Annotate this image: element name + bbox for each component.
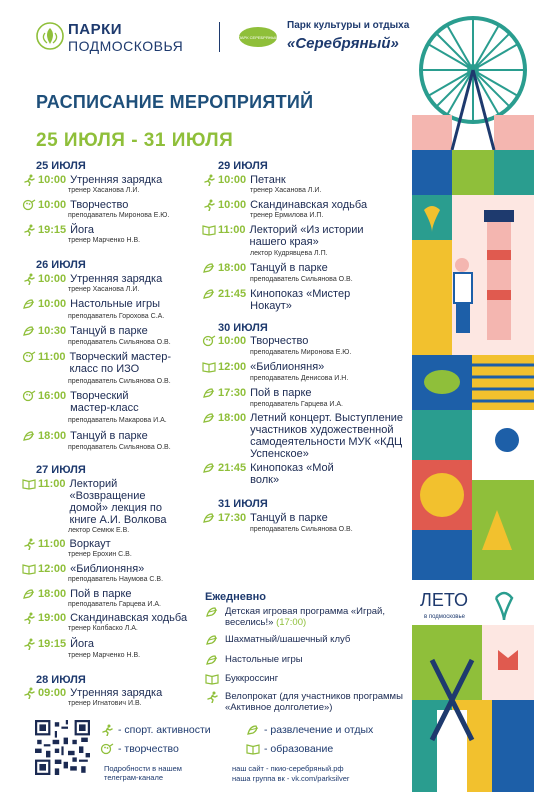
event-time: 19:00 xyxy=(38,612,67,624)
event-time: 21:45 xyxy=(218,288,247,300)
event-name: Воркаут xyxy=(69,538,111,550)
sport-icon xyxy=(22,638,36,650)
event-name: Лекторий «Из истории нашего края» xyxy=(249,224,364,248)
event-row xyxy=(22,638,202,650)
page-title: РАСПИСАНИЕ МЕРОПРИЯТИЙ xyxy=(36,92,314,112)
education-icon xyxy=(246,743,260,755)
event-host: лектор Семюк Е.В. xyxy=(68,527,130,534)
education-icon xyxy=(205,673,219,685)
daily-item-time: (17:00) xyxy=(276,617,307,628)
day-heading: 29 ИЮЛЯ xyxy=(218,160,268,172)
event-row xyxy=(202,224,377,248)
event-row xyxy=(202,512,402,524)
sport-icon xyxy=(100,724,114,736)
daily-item xyxy=(205,673,405,685)
event-host: преподаватель Миронова Е.Ю. xyxy=(68,212,170,219)
daily-item-text: Буккроссинг xyxy=(225,673,279,684)
event-time: 11:00 xyxy=(218,224,246,236)
entertainment-icon xyxy=(22,588,36,600)
entertainment-icon xyxy=(246,724,260,736)
event-host: преподаватель Денисова И.Н. xyxy=(250,375,349,382)
sport-icon xyxy=(22,612,36,624)
sport-icon xyxy=(22,174,36,186)
park-logo-text: ПАРК СЕРЕБРЯНЫЙ xyxy=(238,35,278,40)
event-row xyxy=(22,588,202,600)
legend-creativity xyxy=(100,743,179,755)
legend-label: - спорт. активности xyxy=(118,724,211,736)
event-name: Скандинавская ходьба xyxy=(70,612,188,624)
event-time: 10:00 xyxy=(38,298,67,310)
legend-label: - развлечение и отдых xyxy=(264,724,374,736)
event-row xyxy=(22,298,202,310)
event-host: тренер Игнатович И.В. xyxy=(68,700,142,707)
event-row xyxy=(22,174,202,186)
event-name: Летний концерт. Выступление участников художественной самодеятельности МУК «КДЦ Успенское» xyxy=(250,412,404,460)
daily-item-text: Шахматный/шашечный клуб xyxy=(225,634,351,645)
event-time: 18:00 xyxy=(38,430,67,442)
event-name: Настольные игры xyxy=(70,298,160,310)
sport-icon xyxy=(22,273,36,285)
event-row xyxy=(202,462,352,486)
brand-name-line1: ПАРКИ xyxy=(68,21,123,38)
event-name: Танцуй в парке xyxy=(250,262,328,274)
event-row xyxy=(22,224,202,236)
event-time: 18:00 xyxy=(38,588,67,600)
event-row xyxy=(22,478,172,526)
education-icon xyxy=(22,563,36,575)
daily-item-text: Детская игровая программа «Играй, веселись!» xyxy=(225,606,385,628)
daily-heading: Ежедневно xyxy=(205,591,266,603)
event-name: Пой в парке xyxy=(250,387,312,399)
event-time: 19:15 xyxy=(38,224,67,236)
event-host: тренер Колбаско Л.А. xyxy=(68,625,138,632)
event-time: 10:00 xyxy=(38,199,67,211)
sport-icon xyxy=(202,199,216,211)
event-name: Кинопоказ «Мой волк» xyxy=(250,462,334,486)
event-name: Творческий мастер-класс xyxy=(70,390,139,414)
event-row xyxy=(22,430,202,442)
event-name: Йога xyxy=(70,638,95,650)
vk-link[interactable]: наша группа вк - vk.com/parksilver xyxy=(232,774,350,783)
sport-icon xyxy=(22,538,36,550)
summer-text: ЛЕТО xyxy=(420,590,469,610)
event-host: преподаватель Горохова С.А. xyxy=(68,313,165,320)
event-row xyxy=(22,687,202,699)
event-name: Йога xyxy=(70,224,95,236)
event-time: 18:00 xyxy=(218,262,247,274)
day-heading: 27 ИЮЛЯ xyxy=(36,464,86,476)
event-host: тренер Марченко Н.В. xyxy=(68,237,141,244)
event-host: тренер Ермилова И.П. xyxy=(250,212,324,219)
education-icon xyxy=(202,224,216,236)
entertainment-icon xyxy=(205,634,219,646)
event-name: Петанк xyxy=(250,174,286,186)
creativity-icon xyxy=(202,335,216,347)
event-host: тренер Ерохин С.В. xyxy=(68,551,132,558)
qr-code[interactable] xyxy=(35,720,90,775)
event-row xyxy=(22,351,182,375)
event-time: 18:00 xyxy=(218,412,247,424)
event-time: 10:00 xyxy=(218,199,247,211)
event-time: 17:30 xyxy=(218,387,247,399)
event-time: 12:00 xyxy=(38,563,67,575)
entertainment-icon xyxy=(205,606,219,618)
sport-icon xyxy=(22,224,36,236)
daily-item-text: Настольные игры xyxy=(225,654,303,665)
event-row xyxy=(202,412,412,460)
legend-label: - творчество xyxy=(118,743,179,755)
daily-item xyxy=(205,606,405,628)
entertainment-icon xyxy=(202,387,216,399)
sport-icon xyxy=(22,687,36,699)
event-time: 12:00 xyxy=(218,361,247,373)
day-heading: 28 ИЮЛЯ xyxy=(36,674,86,686)
event-name: Кинопоказ «Мистер Нокаут» xyxy=(250,288,351,312)
entertainment-icon xyxy=(22,430,36,442)
event-host: преподаватель Сильянова О.В. xyxy=(250,526,353,533)
parks-logo-icon xyxy=(36,22,64,50)
event-time: 11:00 xyxy=(38,538,66,550)
event-time: 10:00 xyxy=(38,273,67,285)
event-row xyxy=(202,199,407,211)
telegram-note: Подробности в нашем телеграм-канале xyxy=(104,764,182,782)
event-host: преподаватель Миронова Е.Ю. xyxy=(250,349,352,356)
park-name: «Серебряный» xyxy=(287,35,399,52)
event-host: тренер Хасанова Л.И. xyxy=(250,187,322,194)
sport-icon xyxy=(205,691,219,703)
header-divider xyxy=(219,22,220,52)
event-time: 16:00 xyxy=(38,390,67,402)
event-time: 10:30 xyxy=(38,325,67,337)
event-time: 21:45 xyxy=(218,462,247,474)
sport-icon xyxy=(202,174,216,186)
entertainment-icon xyxy=(202,288,216,300)
event-name: Скандинавская ходьба xyxy=(250,199,368,211)
event-row xyxy=(22,538,202,550)
event-time: 11:00 xyxy=(38,351,66,363)
event-time: 10:00 xyxy=(38,174,67,186)
event-row xyxy=(202,361,402,373)
event-row xyxy=(202,335,402,347)
event-time: 09:00 xyxy=(38,687,67,699)
event-time: 17:30 xyxy=(218,512,247,524)
brand-name-line2: ПОДМОСКОВЬЯ xyxy=(68,38,184,54)
legend-sport xyxy=(100,724,211,736)
event-host: преподаватель Макарова И.А. xyxy=(68,417,167,424)
legend-fun xyxy=(246,724,373,736)
event-name: «Библионяня» xyxy=(70,563,145,575)
event-name: Танцуй в парке xyxy=(250,512,328,524)
event-host: преподаватель Гарцева И.А. xyxy=(68,601,162,608)
event-name: Творческий мастер- класс по ИЗО xyxy=(69,351,171,375)
event-name: Творчество xyxy=(70,199,129,211)
legend-education xyxy=(246,743,333,755)
creativity-icon xyxy=(22,351,36,363)
event-name: Утренняя зарядка xyxy=(70,174,163,186)
event-host: тренер Хасанова Л.И. xyxy=(68,187,140,194)
event-time: 11:00 xyxy=(38,478,66,490)
entertainment-icon xyxy=(202,512,216,524)
education-icon xyxy=(202,361,216,373)
daily-item xyxy=(205,634,405,646)
event-time: 10:00 xyxy=(218,335,247,347)
day-heading: 25 ИЮЛЯ xyxy=(36,160,86,172)
entertainment-icon xyxy=(202,412,216,424)
park-subtitle: Парк культуры и отдыха xyxy=(287,20,410,31)
event-row xyxy=(22,273,202,285)
event-name: Утренняя зарядка xyxy=(70,273,163,285)
event-name: Танцуй в парке xyxy=(70,430,148,442)
entertainment-icon xyxy=(202,462,216,474)
date-range: 25 ИЮЛЯ - 31 ИЮЛЯ xyxy=(36,130,234,151)
event-host: тренер Марченко Н.В. xyxy=(68,652,141,659)
entertainment-icon xyxy=(22,325,36,337)
education-icon xyxy=(22,478,36,490)
event-host: преподаватель Сильянова О.В. xyxy=(68,339,171,346)
event-row xyxy=(22,390,162,414)
daily-item xyxy=(205,691,410,713)
entertainment-icon xyxy=(22,298,36,310)
day-heading: 31 ИЮЛЯ xyxy=(218,498,268,510)
event-host: преподаватель Сильянова О.В. xyxy=(68,378,171,385)
event-host: тренер Хасанова Л.И. xyxy=(68,286,140,293)
event-host: преподаватель Сильянова О.В. xyxy=(68,444,171,451)
event-row xyxy=(22,325,202,337)
creativity-icon xyxy=(22,199,36,211)
event-row xyxy=(202,288,352,312)
event-row xyxy=(202,262,402,274)
event-name: Пой в парке xyxy=(70,588,132,600)
event-name: Танцуй в парке xyxy=(70,325,148,337)
site-link[interactable]: наш сайт - пкио-серебряный.рф xyxy=(232,764,344,773)
legend-label: - образование xyxy=(264,743,334,755)
event-name: «Библионяня» xyxy=(250,361,325,373)
creativity-icon xyxy=(22,390,36,402)
park-logo-icon xyxy=(238,26,278,48)
daily-item-text: Велопрокат (для участников программы «Активное долголетие») xyxy=(225,691,403,713)
event-name: Лекторий «Возвращение домой» лекция по книге А.И. Волкова xyxy=(69,478,167,526)
event-row xyxy=(202,387,402,399)
event-row xyxy=(22,612,212,624)
day-heading: 26 ИЮЛЯ xyxy=(36,259,86,271)
entertainment-icon xyxy=(202,262,216,274)
daily-item xyxy=(205,654,405,666)
event-name: Утренняя зарядка xyxy=(70,687,163,699)
event-host: лектор Кудрявцева Л.П. xyxy=(250,250,328,257)
event-time: 10:00 xyxy=(218,174,247,186)
event-row xyxy=(22,563,202,575)
summer-art-panel xyxy=(412,10,534,792)
entertainment-icon xyxy=(205,654,219,666)
event-host: преподаватель Сильянова О.В. xyxy=(250,276,353,283)
event-row xyxy=(202,174,402,186)
creativity-icon xyxy=(100,743,114,755)
event-host: преподаватель Гарцева И.А. xyxy=(250,401,344,408)
event-host: преподаватель Наумова С.В. xyxy=(68,576,164,583)
event-name: Творчество xyxy=(250,335,309,347)
day-heading: 30 ИЮЛЯ xyxy=(218,322,268,334)
event-time: 19:15 xyxy=(38,638,67,650)
event-row xyxy=(22,199,202,211)
summer-subtext: в подмосковье xyxy=(424,614,465,620)
